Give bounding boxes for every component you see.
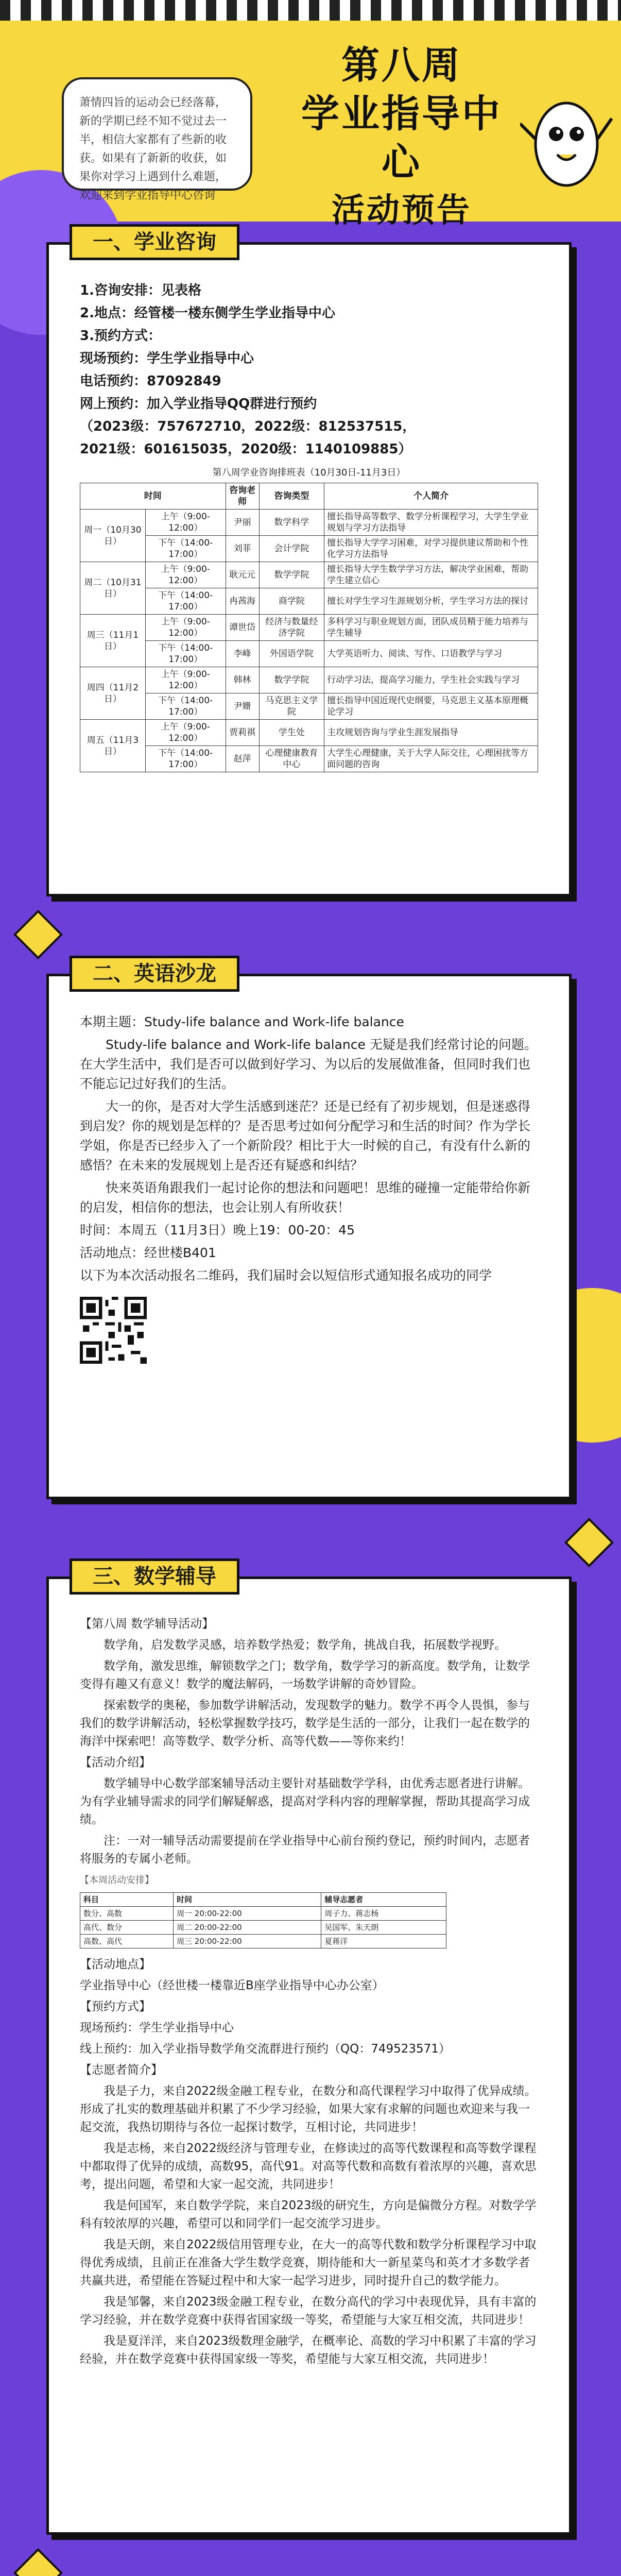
intro-cell: 擅长指导大学学习困难，对学习提供建议帮助和个性化学习方法指导 (324, 536, 538, 562)
type-cell: 经济与数量经济学院 (259, 615, 324, 641)
table-row (80, 1921, 446, 1935)
day-cell: 周五（11月3日） (80, 720, 146, 772)
info-line: 网上预约：加入学业指导QQ群进行预约 (80, 396, 317, 412)
table-row (80, 746, 538, 772)
type-cell: 外国语学院 (259, 641, 324, 667)
salon-paragraph: Study-life balance and Work-life balance 无疑是我们经常讨论的问题。在大学生活中，我们是否可以做到好学习、为以后的发展做准备，但同时我们也不能忘记过好我们的生活。 (80, 1037, 537, 1091)
teacher-cell: 刘菲 (226, 536, 259, 562)
time-cell: 上午（9:00-12:00） (145, 667, 226, 693)
table-row (80, 693, 538, 720)
table-header: 时间 (80, 483, 226, 510)
intro-bubble: 萧情四旨的运动会已经落幕，新的学期已经不知不觉过去一半，相信大家都有了些新的收获。如果有了新新的收获，如果你对学习上遇到什么难题，欢迎来到学业指导中心咨询 (62, 77, 252, 191)
math-paragraph: 注：一对一辅导活动需要提前在学业指导中心前台预约登记，预约时间内，志愿者将服务的专属小老师。 (80, 1834, 530, 1866)
math-place: 学业指导中心（经世楼一楼靠近B座学业指导中心办公室） (80, 1979, 384, 1992)
teacher-cell: 耿元元 (226, 562, 259, 588)
teacher-cell: 赵萍 (226, 746, 259, 772)
table-cell: 吴国军、朱天朗 (321, 1921, 446, 1935)
info-line: 现场预约：学生学业指导中心 (80, 351, 254, 366)
table-cell: 数分、高数 (80, 1907, 174, 1921)
type-cell: 心理健康教育中心 (259, 746, 324, 772)
volunteer-intro: 我是天朗，来自2022级信用管理专业，在大一的高等代数和数学分析课程学习中取得优秀成绩，且前正在准备大学生数学竞赛，期待能和大一新星菜鸟和英才才多数学者共赢共进，希望能在答疑过程中和大家一起学习进步，同时提升自己的数学能力。 (80, 2238, 537, 2287)
table-row (80, 510, 538, 536)
table-cell: 周三 20:00-22:00 (174, 1935, 321, 1948)
intro-cell: 多科学习与职业规划方面，团队成员精于能力培养与学生辅导 (324, 615, 538, 641)
salon-time: 时间：本周五（11月3日）晚上19：00-20：45 (80, 1223, 355, 1238)
info-line: 2021级：601615035，2020级：1140109885） (80, 442, 412, 457)
day-cell: 周二（10月31日） (80, 562, 146, 615)
time-cell: 下午（14:00-17:00） (145, 536, 226, 562)
info-line: 1.咨询安排：见表格 (80, 283, 201, 298)
time-cell: 上午（9:00-12:00） (145, 615, 226, 641)
salon-place: 活动地点：经世楼B401 (80, 1245, 216, 1260)
salon-note: 以下为本次活动报名二维码，我们届时会以短信形式通知报名成功的同学 (80, 1268, 492, 1283)
table-cell: 高代、数分 (80, 1921, 174, 1935)
table-cell: 高数、高代 (80, 1935, 174, 1948)
teacher-cell: 尹姗 (226, 693, 259, 720)
intro-cell: 大学生心理健康，关于大学人际交往，心理困扰等方面问题的咨询 (324, 746, 538, 772)
section-heading: 二、英语沙龙 (70, 956, 239, 992)
table-header: 咨询类型 (259, 483, 324, 510)
title-center: 学业指导中心 (301, 92, 502, 184)
math-paragraph: 数学角，启发数学灵感，培养数学热爱；数学角，挑战自我，拓展数学视野。 (104, 1638, 506, 1652)
table-cell: 周二 20:00-22:00 (174, 1921, 321, 1935)
section-body (49, 976, 569, 1395)
block-title: 【志愿者简介】 (80, 2063, 163, 2077)
teacher-cell: 谭世岱 (226, 615, 259, 641)
table-row (80, 641, 538, 667)
table-header: 辅导志愿者 (321, 1893, 446, 1907)
time-cell: 下午（14:00-17:00） (145, 693, 226, 720)
table-header: 科目 (80, 1893, 174, 1907)
teacher-cell: 贾莉祺 (226, 720, 259, 746)
table-title: 第八周学业咨询排班表（10月30日-11月3日） (212, 467, 406, 478)
page-title (288, 41, 515, 235)
table-cell: 周子力、蒋志杨 (321, 1907, 446, 1921)
volunteer-intro: 我是夏洋洋，来自2023级数理金融学，在概率论、高数的学习中积累了丰富的学习经验，并在数学竞赛中获得国家级一等奖，希望能与大家互相交流，共同进步！ (80, 2334, 537, 2366)
title-week: 第八周 (341, 43, 462, 88)
intro-cell: 擅长对学生学习生涯规划分析，学生学习方法的探讨 (324, 588, 538, 615)
intro-cell: 擅长指导中国近现代史纲要，马克思主义基本原理概论学习 (324, 693, 538, 720)
table-row (80, 1935, 446, 1948)
day-cell: 周一（10月30日） (80, 510, 146, 562)
type-cell: 会计学院 (259, 536, 324, 562)
mascot-icon (520, 77, 613, 201)
booking-line: 线上预约：加入学业指导数学角交流群进行预约（QQ：749523571） (80, 2042, 451, 2056)
page-header (0, 0, 621, 230)
volunteer-intro: 我是邹馨，来自2023级金融工程专业，在数分高代的学习中表现优异，具有丰富的学习经验，并在数学竞赛中获得省国家级一等奖，希望能与大家互相交流，共同进步！ (80, 2295, 537, 2327)
schedule-body (80, 510, 538, 772)
qr-code-icon[interactable] (80, 1297, 147, 1364)
section-body (49, 245, 569, 793)
math-paragraph: 数学角，激发思维，解锁数学之门；数学角，数学学习的新高度。数学角，让数学变得有趣又有意义！数学的魔法解码，一场数学讲解的奇妙冒险。 (80, 1659, 530, 1691)
table-header: 时间 (174, 1893, 321, 1907)
type-cell: 数学学院 (259, 562, 324, 588)
info-line: 电话预约：87092849 (80, 374, 221, 389)
type-cell: 数学学院 (259, 667, 324, 693)
info-line: 3.预约方式： (80, 328, 161, 344)
table-row (80, 667, 538, 693)
time-cell: 下午（14:00-17:00） (145, 746, 226, 772)
intro-cell: 大学英语听力、阅读、写作、口语教学与学习 (324, 641, 538, 667)
section-math-tutoring (46, 1565, 572, 2535)
decorative-diamond (13, 910, 63, 959)
table-row (80, 615, 538, 641)
tutoring-table (80, 1892, 446, 1948)
intro-cell: 擅长指导高等数学、数学分析课程学习，大学生学业规划与学习方法指导 (324, 510, 538, 536)
math-paragraph: 数学辅导中心数学部案辅导活动主要针对基础数学学科，由优秀志愿者进行讲解。为有学业辅导需求的同学们解疑解惑，提高对学科内容的理解掌握，帮助其提高学习成绩。 (80, 1777, 530, 1826)
table-cell: 周一 20:00-22:00 (174, 1907, 321, 1921)
table-header: 咨询老师 (226, 483, 259, 510)
teacher-cell: 尹丽 (226, 510, 259, 536)
table-row (80, 1907, 446, 1921)
table-row (80, 536, 538, 562)
volunteer-intro: 我是志杨，来自2022级经济与管理专业，在修读过的高等代数课程和高等数学课程中都取得了优异的成绩，高数95，高代91。对高等代数和高数有着浓厚的兴趣，喜欢思考，提出问题，希望和大家一起交流，共同进步！ (80, 2142, 537, 2191)
table-cell: 夏蒋洋 (321, 1935, 446, 1948)
volunteer-intro: 我是何国军，来自数学学院，来自2023级的研究生，方向是偏微分方程。对数学学科有较浓厚的兴趣，希望可以和同学们一起交流学习进步。 (80, 2199, 537, 2230)
volunteer-intro: 我是子力，来自2022级金融工程专业，在数分和高代课程学习中取得了优异成绩。形成了扎实的数理基础并积累了不少学习经验，如果大家有求解的问题也欢迎来与我一起交流，我热切期待与各位一起探讨数学，互相讨论，共同进步！ (80, 2084, 537, 2134)
time-cell: 上午（9:00-12:00） (145, 510, 226, 536)
decorative-diamond (564, 1518, 614, 1567)
day-cell: 周四（11月2日） (80, 667, 146, 720)
salon-paragraph: 快来英语角跟我们一起讨论你的想法和问题吧！思维的碰撞一定能带给你新的启发，相信你的想法，也会让别人有所收获！ (80, 1180, 531, 1215)
table-caption: 【本周活动安排】 (80, 1875, 154, 1886)
booking-line: 现场预约：学生学业指导中心 (80, 2021, 234, 2035)
intro-cell: 行动学习法，提高学习能力，学生社会实践与学习 (324, 667, 538, 693)
table-row (80, 588, 538, 615)
type-cell: 马克思主义学院 (259, 693, 324, 720)
time-cell: 下午（14:00-17:00） (145, 641, 226, 667)
salon-theme: 本期主题：Study-life balance and Work-life balance (80, 1014, 404, 1029)
time-cell: 下午（14:00-17:00） (145, 588, 226, 615)
section-heading: 三、数学辅导 (70, 1558, 239, 1595)
block-title: 【活动地点】 (80, 1958, 151, 1971)
decorative-diamond (13, 2548, 63, 2576)
block-title: 【第八周 数学辅导活动】 (80, 1617, 214, 1631)
math-paragraph: 探索数学的奥秘，参加数学讲解活动，发现数学的魅力。数学不再令人畏惧，参与我们的数学讲解活动，轻松掌握数学技巧，数学是生活的一部分，让我们一起在数学的海洋中探索吧！高等数学、数学分析、高等代数——等你来约！ (80, 1699, 530, 1748)
type-cell: 数学科学 (259, 510, 324, 536)
section-body (49, 1579, 569, 2392)
type-cell: 商学院 (259, 588, 324, 615)
section-heading: 一、学业咨询 (70, 224, 239, 260)
teacher-cell: 韩林 (226, 667, 259, 693)
block-title: 【活动介绍】 (80, 1756, 151, 1769)
block-title: 【预约方式】 (80, 2000, 151, 2013)
teacher-cell: 冉茜海 (226, 588, 259, 615)
tutoring-body (80, 1907, 446, 1948)
day-cell: 周三（11月1日） (80, 615, 146, 667)
info-line: （2023级：757672710，2022级：812537515， (80, 419, 416, 434)
type-cell: 学生处 (259, 720, 324, 746)
time-cell: 上午（9:00-12:00） (145, 720, 226, 746)
teacher-cell: 李峰 (226, 641, 259, 667)
schedule-table (80, 483, 538, 772)
section-english-salon (46, 962, 572, 1499)
intro-cell: 擅长指导大学生数学学习方法，解决学业困难，帮助学生建立信心 (324, 562, 538, 588)
table-row (80, 562, 538, 588)
section-consultation (46, 230, 572, 896)
intro-cell: 主攻规划咨询与学业生涯发展指导 (324, 720, 538, 746)
info-line: 2.地点：经管楼一楼东侧学生学业指导中心 (80, 306, 335, 321)
time-cell: 上午（9:00-12:00） (145, 562, 226, 588)
table-row (80, 720, 538, 746)
table-header: 个人简介 (324, 483, 538, 510)
salon-paragraph: 大一的你，是否对大学生活感到迷茫？还是已经有了初步规划，但是迷惑得到启发？你的规划是怎样的？是否思考过如何分配学习和生活的时间？作为学长学姐，你是否已经步入了一个新阶段？相比于大一时候的自己，有没有什么新的感悟？在未来的发展规划上是否还有疑惑和纠结？ (80, 1099, 531, 1173)
title-preview: 活动预告 (332, 192, 472, 230)
